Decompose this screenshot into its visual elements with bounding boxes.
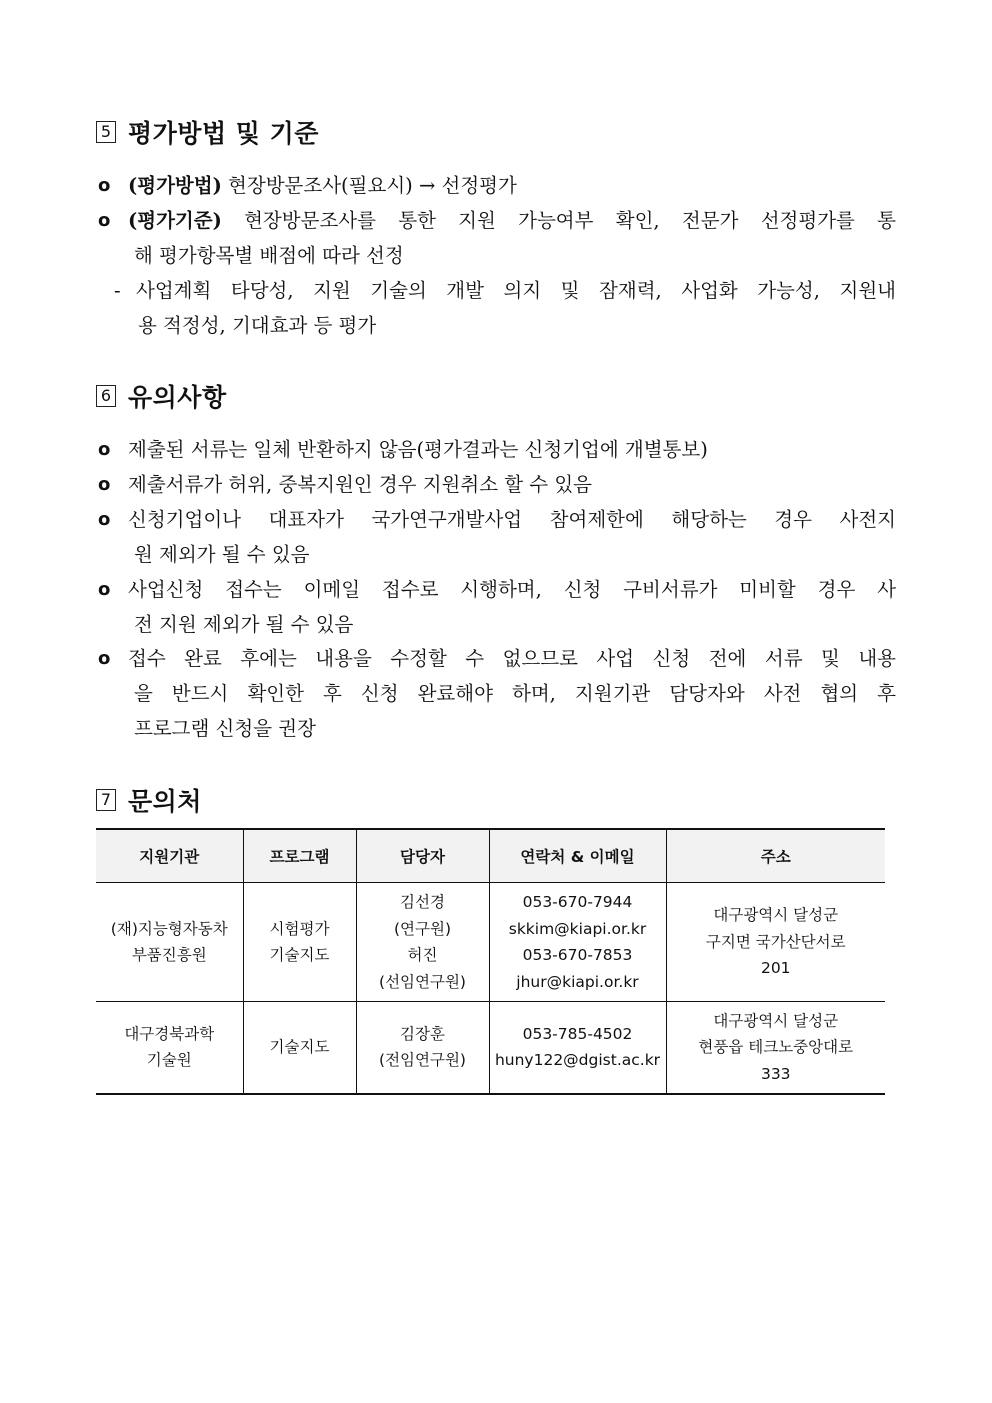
- program-cell: 시험평가 기술지도: [243, 883, 356, 1002]
- phone: 053-785-4502: [522, 1024, 633, 1043]
- eval-method-text: 현장방문조사(필요시) → 선정평가: [228, 174, 517, 197]
- bullet-icon: o: [98, 648, 111, 669]
- eval-criteria-text: 현장방문조사를 통한 지원 가능여부 확인, 전문가 선정평가를 통: [244, 209, 896, 232]
- phone: 053-670-7853: [522, 946, 633, 964]
- email-link[interactable]: skkim@kiapi.or.kr: [508, 919, 647, 938]
- section-7-heading: [96, 784, 202, 816]
- section-number: 6: [96, 385, 116, 407]
- eval-criteria-label: (평가기준): [128, 209, 222, 232]
- section-title: 평가방법 및 기준: [128, 119, 319, 148]
- note-4: o 사업신청 접수는 이메일 접수로 시행하며, 신청 구비서류가 미비할 경우 사: [0, 573, 992, 607]
- note-4-cont: 전 지원 제외가 될 수 있음: [134, 613, 354, 636]
- header-person: 담당자: [356, 829, 489, 883]
- section-title: 유의사항: [128, 383, 227, 412]
- section-number: 5: [96, 121, 116, 143]
- section-6-heading: [96, 380, 227, 412]
- person-cell: 김선경 (연구원) 허진 (선임연구원): [356, 883, 489, 1002]
- header-contact: 연락처 & 이메일: [489, 829, 666, 883]
- eval-sub-line: - 사업계획 타당성, 지원 기술의 개발 의지 및 잠재력, 사업화 가능성, 지원내: [0, 274, 992, 308]
- bullet-icon: o: [98, 509, 111, 530]
- eval-criteria-cont: 해 평가항목별 배점에 따라 선정: [134, 244, 404, 267]
- dash-icon: -: [114, 279, 121, 302]
- eval-method-label: (평가방법): [128, 174, 222, 197]
- bullet-icon: o: [98, 579, 111, 600]
- note-3: o 신청기업이나 대표자가 국가연구개발사업 참여제한에 해당하는 경우 사전지: [0, 503, 992, 537]
- table-row: [96, 883, 885, 1002]
- bullet-icon: o: [98, 210, 111, 231]
- address-cell: 대구광역시 달성군 구지면 국가산단서로 201: [666, 883, 885, 1002]
- eval-method-line: [0, 169, 992, 203]
- bullet-icon: o: [98, 439, 111, 460]
- phone: 053-670-7944: [522, 893, 633, 911]
- section-title: 문의처: [128, 787, 202, 816]
- bullet-icon: o: [98, 175, 111, 196]
- header-org: 지원기관: [96, 829, 243, 883]
- section-5-heading: [96, 116, 319, 148]
- contact-cell: [489, 883, 666, 1002]
- table-header-row: [96, 829, 885, 883]
- note-1: o 제출된 서류는 일체 반환하지 않음(평가결과는 신청기업에 개별통보): [0, 433, 992, 467]
- table-row: [96, 1002, 885, 1094]
- address-cell: 대구광역시 달성군 현풍읍 테크노중앙대로 333: [666, 1002, 885, 1094]
- note-2: o 제출서류가 허위, 중복지원인 경우 지원취소 할 수 있음: [0, 468, 992, 502]
- section-number: 7: [96, 789, 116, 811]
- header-address: 주소: [666, 829, 885, 883]
- program-cell: 기술지도: [243, 1002, 356, 1094]
- person-cell: 김장훈 (전임연구원): [356, 1002, 489, 1094]
- contact-cell: [489, 1002, 666, 1094]
- bullet-icon: o: [98, 474, 111, 495]
- eval-sub-cont: 용 적정성, 기대효과 등 평가: [138, 314, 377, 337]
- email-link[interactable]: huny122@dgist.ac.kr: [494, 1051, 661, 1070]
- note-5-cont-2: 프로그램 신청을 권장: [134, 717, 316, 740]
- eval-criteria-line: [0, 204, 992, 238]
- note-5-cont: 을 반드시 확인한 후 신청 완료해야 하며, 지원기관 담당자와 사전 협의 후: [134, 682, 896, 705]
- email-link[interactable]: jhur@kiapi.or.kr: [516, 972, 639, 991]
- header-program: 프로그램: [243, 829, 356, 883]
- org-cell: (재)지능형자동차 부품진흥원: [96, 883, 243, 1002]
- note-5: o 접수 완료 후에는 내용을 수정할 수 없으므로 사업 신청 전에 서류 및 내용: [0, 642, 992, 676]
- note-3-cont: 원 제외가 될 수 있음: [134, 543, 310, 566]
- contact-table: [96, 828, 885, 1095]
- org-cell: 대구경북과학 기술원: [96, 1002, 243, 1094]
